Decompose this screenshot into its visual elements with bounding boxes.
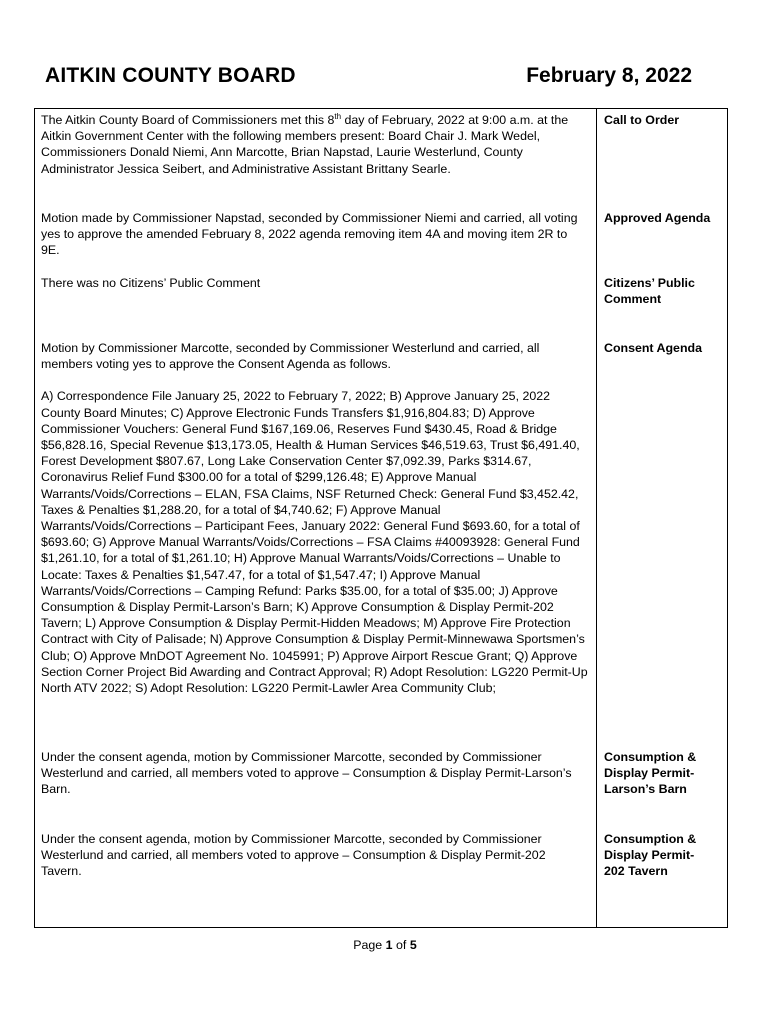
board-title: AITKIN COUNTY BOARD bbox=[45, 64, 296, 87]
page-word: Page bbox=[353, 938, 383, 952]
larsons-barn-text: Under the consent agenda, motion by Commissioner Marcotte, seconded by Commissioner Westerlund and carried, all members voted to approve – Consumption & Display Permit-Larson’s Barn. bbox=[41, 750, 572, 797]
citizens-comment-text: There was no Citizens’ Public Comment bbox=[41, 276, 261, 290]
consent-agenda-text bbox=[41, 340, 589, 696]
call-to-order-label: Call to Order bbox=[604, 113, 680, 127]
of-word: of bbox=[396, 938, 407, 952]
call-to-order-text: The Aitkin County Board of Commissioners met this 8th day of February, 2022 at 9:00 a.m. at the Aitkin Government Center with the following members present: Board Chair J. Mark Wedel, Commissioners Donald Niemi, Ann Marcotte, Brian Napstad, Laurie Westerlund, County Administrator Jessica Seibert, and Administrative Assistant Brittany Searle. bbox=[41, 111, 569, 176]
page-number: 1 bbox=[385, 938, 393, 952]
tavern-label: Consumption & Display Permit-202 Tavern bbox=[604, 832, 697, 879]
tavern-text: Under the consent agenda, motion by Commissioner Marcotte, seconded by Commissioner Westerlund and carried, all members voted to approve – Consumption & Display Permit-202 Tavern. bbox=[41, 832, 546, 879]
consent-agenda-items: A) Correspondence File January 25, 2022 to February 7, 2022; B) Approve January 25, 2022 County Board Minutes; C) Approve Electronic Funds Transfers $1,916,804.83; D) Approve Commissioner Vouchers: General Fund $167,169.06, Reserves Fund $430.45, Road & Bridge $56,828.16, Special Revenue $13,173.05, Health & Human Services $46,519.63, Trust $6,491.40, Forest Development $807.67, Long Lake Conservation Center $7,092.39, Parks $314.67, Coronavirus Relief Fund $300.00 for a total of $299,126.48; E) Approve Manual Warrants/Voids/Corrections – ELAN, FSA Claims, NSF Returned Check: General Fund $3,452.42, Taxes & Penalties $1,288.20, for a total of $4,740.62; F) Approve Manual Warrants/Voids/Corrections – Participant Fees, January 2022: General Fund $693.60, for a total of $693.60; G) Approve Manual Warrants/Voids/Corrections – FSA Claims #40093928: General Fund $1,261.10, for a total of $1,261.10; H) Approve Manual Warrants/Voids/Corrections – Unable to Locate: Taxes & Penalties $1,547.47, for a total of $1,547.47; I) Approve Manual Warrants/Voids/Corrections – Camping Refund: Parks $35.00, for a total of $35.00; J) Approve Consumption & Display Permit-Larson’s Barn; K) Approve Consumption & Display Permit-202 Tavern; L) Approve Consumption & Display Permit-Hidden Meadows; M) Approve Fire Protection Contract with City of Palisade; N) Approve Consumption & Display Permit-Minnewawa Sportsmen’s Club; O) Approve MnDOT Agreement No. 1045991; P) Approve Airport Rescue Grant; Q) Approve Section Corner Project Bid Awarding and Contract Approval; R) Adopt Resolution: LG220 Permit-Up North ATV 2022; S) Adopt Resolution: LG220 Permit-Lawler Area Community Club; bbox=[41, 389, 588, 696]
larsons-barn-label: Consumption & Display Permit-Larson’s Barn bbox=[604, 750, 697, 797]
consent-agenda-label: Consent Agenda bbox=[604, 341, 702, 355]
citizens-comment-label: Citizens’ Public Comment bbox=[604, 276, 695, 307]
page-footer bbox=[0, 938, 770, 952]
approved-agenda-text: Motion made by Commissioner Napstad, seconded by Commissioner Niemi and carried, all voting yes to approve the amended February 8, 2022 agenda removing item 4A and moving item 2R to 9E. bbox=[41, 211, 578, 258]
page-total: 5 bbox=[409, 938, 417, 952]
column-divider bbox=[596, 108, 597, 928]
meeting-date: February 8, 2022 bbox=[526, 64, 692, 87]
consent-agenda-motion: Motion by Commissioner Marcotte, seconded by Commissioner Westerlund and carried, all members voting yes to approve the Consent Agenda as follows. bbox=[41, 341, 540, 372]
approved-agenda-label: Approved Agenda bbox=[604, 211, 711, 225]
